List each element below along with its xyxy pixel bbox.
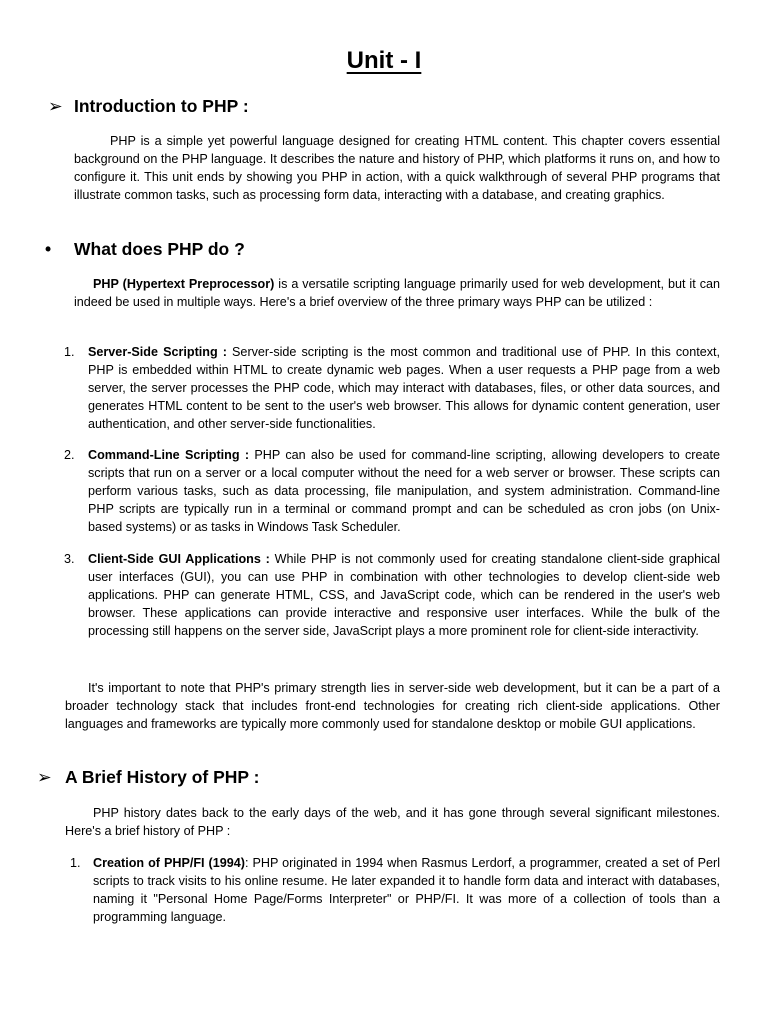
what-paragraph: [74, 275, 720, 311]
page-title-text: Unit - I: [346, 47, 422, 74]
what-heading: What does PHP do ?: [74, 239, 245, 259]
history-heading-row: [37, 765, 259, 789]
list-item: [88, 343, 720, 433]
note-paragraph: It's important to note that PHP's primary strength lies in server-side web development, but it can be a part of a broader technology stack that includes front-end technologies for creating rich client-side applications. Other languages and frameworks are typically more commonly used for standalone desktop or mobile GUI applications.: [65, 681, 720, 731]
list-item-text: While PHP is not commonly used for creating standalone client-side graphical user interfaces (GUI), you can use PHP in combination with other technologies to develop client-side web applications. PHP can generate HTML, CSS, and JavaScript code, which can be rendered in the user's web browser. These applications can provide interactive and responsive user interfaces. While the bulk of the processing still happens on the server side, JavaScript plays a more prominent role for client-side interactivity.: [88, 552, 720, 638]
intro-heading: Introduction to PHP :: [74, 96, 249, 116]
history-heading: A Brief History of PHP :: [65, 767, 260, 787]
arrow-bullet-icon: ➢: [48, 96, 63, 116]
history-paragraph: PHP history dates back to the early days of the web, and it has gone through several significant milestones. Here's a brief history of PHP :: [65, 806, 720, 838]
list-item: [88, 550, 720, 640]
list-item-label: Command-Line Scripting :: [88, 448, 250, 462]
arrow-bullet-icon: ➢: [37, 767, 52, 787]
list-item-text: : PHP originated in 1994 when Rasmus Lerdorf, a programmer, created a set of Perl scripts to track visits to his online resume. He later expanded it to handle form data and interact with databases, naming it "Personal Home Page/Forms Interpreter" or PHP/FI. It was more of a collection of tools than a programming language.: [93, 856, 720, 924]
what-heading-row: [45, 237, 245, 261]
list-item-label: Client-Side GUI Applications :: [88, 552, 270, 566]
list-item-text: PHP can also be used for command-line scripting, allowing developers to create scripts that run on a server or a local computer without the need for a web server or browser. These scripts can perform various tasks, such as data processing, file manipulation, and system administration. Command-line PHP scripts are typically run in a terminal or command prompt and can be scheduled as cron jobs (on Unix-based systems) or as tasks in Windows Task Scheduler.: [88, 448, 721, 534]
list-item: [93, 854, 720, 926]
intro-paragraph: PHP is a simple yet powerful language designed for creating HTML content. This chapter covers essential background on the PHP language. It describes the nature and history of PHP, which platforms it runs on, and how to configure it. This unit ends by showing you PHP in action, with a quick walkthrough of several PHP programs that illustrate common tasks, such as processing form data, interacting with a database, and creating graphics.: [74, 134, 720, 202]
list-item-number: 1.: [64, 345, 75, 359]
list-item-number: 1.: [70, 856, 81, 870]
list-item-number: 3.: [64, 552, 75, 566]
php-term: PHP (Hypertext Preprocessor): [93, 277, 275, 291]
list-item-label: Server-Side Scripting :: [88, 345, 227, 359]
bullet-icon: •: [45, 239, 52, 259]
list-item-label: Creation of PHP/FI (1994): [93, 856, 245, 870]
list-item: [88, 446, 720, 536]
what-paragraph-text: is a versatile scripting language primarily used for web development, but it can indeed be used in multiple ways. Here's a brief overview of the three primary ways PHP can be utilized :: [74, 277, 720, 309]
list-item-text: Server-side scripting is the most common and traditional use of PHP. In this context, PHP is embedded within HTML to create dynamic web pages. When a user requests a PHP page from a web server, the server processes the PHP code, which may interact with databases, files, or other data sources, and generates HTML content to be sent to the user's web browser. This allows for dynamic content generation, user authentication, and other server-side functionalities.: [88, 345, 720, 431]
list-item-number: 2.: [64, 448, 75, 462]
page-title: [0, 44, 768, 78]
intro-heading-row: [48, 94, 249, 118]
